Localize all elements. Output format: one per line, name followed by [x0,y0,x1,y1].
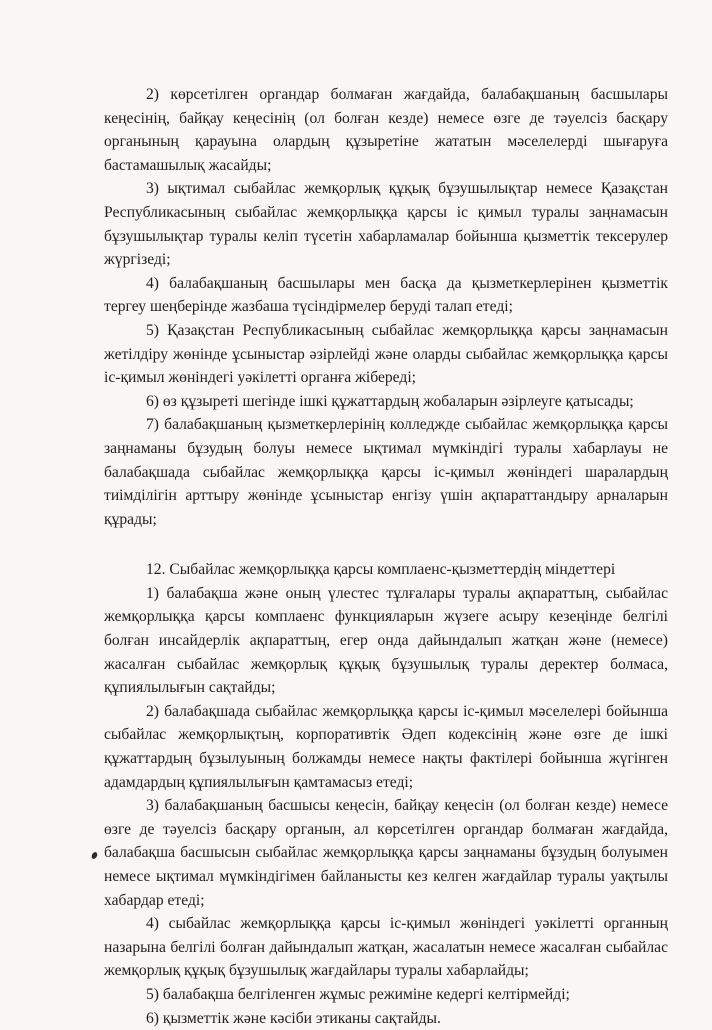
clause-12-3: 3) балабақшаның басшысы кеңесін, байқау кеңесін (ол болған кезде) немесе өзге де тәуелсіз басқару органын, ал көрсетілген органдар болмаған жағдайда, балабақша басшысын сыбайлас жемқорлыққа қарсы заңнаманы бұзудың болуымен немесе ықтимал мүмкіндігімен байланысты кез келген жағдайлар туралы уақтылы хабардар етеді; [104,797,668,909]
clause-11-7: 7) балабақшаның қызметкерлерінің колледжде сыбайлас жемқорлыққа қарсы заңнаманы бұзудың болуы немесе ықтимал мүмкіндігі туралы хабарлауы не балабақшада сыбайлас жемқорлыққа қарсы іс-қимыл жөніндегі шаралардың тиімділігін арттыру жөнінде ұсыныстар енгізу үшін ақпараттандыру арналарын құрады; [104,416,668,528]
clause-11-5: 5) Қазақстан Республикасының сыбайлас жемқорлыққа қарсы заңнамасын жетілдіру жөнінде ұсыныстар әзірлейді және оларды сыбайлас жемқорлыққа қарсы іс-қимыл жөніндегі уәкілетті органға жібереді; [104,321,668,387]
clause-12-4: 4) сыбайлас жемқорлыққа қарсы іс-қимыл жөніндегі уәкілетті органның назарына белгілі болған дайындалып жатқан, жасалатын немесе жасалған сыбайлас жемқорлық құқық бұзушылық жағдайлары туралы хабарлайды; [104,915,668,980]
document-body [104,83,668,1030]
ink-spot [91,851,98,859]
clause-11-4: 4) балабақшаның басшылары мен басқа да қызметкерлерінен қызметтік тергеу шеңберінде жазбаша түсіндірмелер беруді талап етеді; [104,274,668,316]
section-12-heading: 12. Сыбайлас жемқорлыққа қарсы комплаенс-қызметтердің міндеттері [146,561,616,579]
clause-12-2: 2) балабақшада сыбайлас жемқорлыққа қарсы іс-қимыл мәселелері бойынша сыбайлас жемқорлықтың, корпоративтік Әдеп кодексінің және өзге де ішкі құжаттардың бұзылуының болжамды немесе нақты фактілері бойынша жүгінген адамдардың құпиялылығын қамтамасыз етеді; [104,702,668,791]
clause-12-6: 6) қызметтік және кәсіби этиканы сақтайды. [146,1009,441,1027]
clause-11-3: 3) ықтимал сыбайлас жемқорлық құқық бұзушылықтар немесе Қазақстан Республикасының сыбайлас жемқорлыққа қарсы іс қимыл туралы заңнамасын бұзушылықтар туралы келіп түсетін хабарламалар бойынша қызметтік тексерулер жүргізеді; [104,180,668,269]
clause-11-2: 2) көрсетілген органдар болмаған жағдайда, балабақшаның басшылары кеңесінің, байқау кеңесінің (ол болған кезде) немесе өзге де тәуелсіз басқару органының қарауына олардың құзыретіне жататын мәселелерді шығаруға бастамашылық жасайды; [104,86,668,174]
clause-12-5: 5) балабақша белгіленген жұмыс режиміне кедергі келтірмейді; [146,985,570,1003]
clause-12-1: 1) балабақша және оның үлестес тұлғалары туралы ақпараттың, сыбайлас жемқорлыққа қарсы комплаенс функцияларын жүзеге асыру кезеңінде белгілі болған инсайдерлік ақпараттың, егер онда дайындалып жатқан және (немесе) жасалған сыбайлас жемқорлық құқық бұзушылық туралы деректер болмаса, құпиялылығын сақтайды; [104,584,668,697]
clause-11-6: 6) өз құзыреті шегінде ішкі құжаттардың жобаларын әзірлеуге қатысады; [146,392,634,410]
